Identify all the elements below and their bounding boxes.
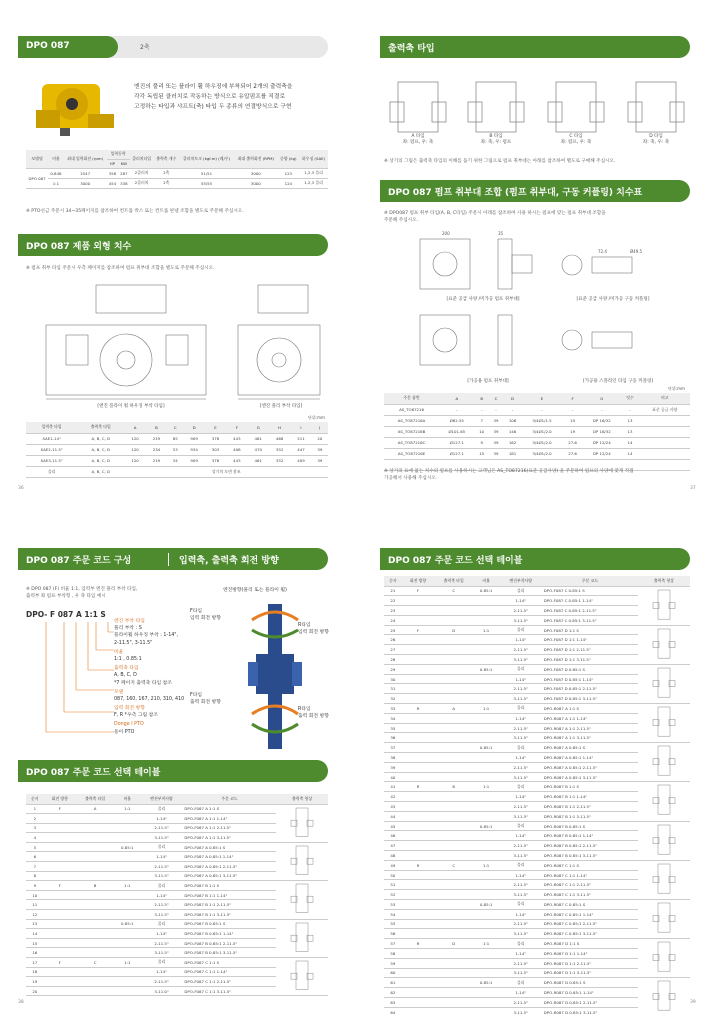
caption-a: [표준 공급 사양 /미가공 펌프 취부대] <box>446 297 520 302</box>
page-number: 38 <box>18 1000 24 1005</box>
table-row: 45 0.85:1 풀리 DPO-R087 B 0.85:1 S <box>384 821 690 831</box>
table-row: 18 1-14" DPO-F087 C 1:1 1-14" <box>26 967 328 977</box>
table-row: 32 3-11.5" DPO-F087 D 0.85:1 3-11.5" <box>384 694 690 704</box>
unit-label: 단위:mm <box>668 386 685 391</box>
table-row: 8 3-11.5" DPO-F087 A 0.85:1 3-11.5" <box>26 871 328 881</box>
table-row: 13 0.85:1 풀리 DPO-F087 B 0.85:1 S <box>26 919 328 929</box>
caption-b: [표준 공급 사양 /미가공 구동 커플링] <box>576 297 650 302</box>
title-right: 입력축, 출력축 회전 방향 <box>168 553 279 566</box>
table-row: 61 0.85:1 풀리 DPO-R087 D 0.85:1 S <box>384 978 690 988</box>
f-output-label: F타입 출력 회전 방향 <box>190 693 221 706</box>
shape-thumb <box>276 804 328 842</box>
table-row: 37 0.85:1 풀리 DPO-R087 A 0.85:1 S <box>384 743 690 753</box>
dimension-drawing <box>26 275 326 405</box>
page-36 <box>18 20 348 500</box>
intro-line: 엔진의 풀리 또는 플라이 휠 하우징에 부착되어 2개의 출력축을 <box>134 84 293 90</box>
table-row: 57 R D 1:1 풀리 DPO-R087 D 1:1 S <box>384 939 690 949</box>
table-row: 11 2-11.5" DPO-F087 B 1:1 2-11.5" <box>26 900 328 910</box>
table-row: 31 2-11.5" DPO-F087 D 0.85:1 2-11.5" <box>384 684 690 694</box>
engine-direction: 엔진방향(풀리 또는 플라이 휠) <box>223 588 287 593</box>
table-row: 6 1-14" DPO-F087 A 0.85:1 1-14" <box>26 852 328 862</box>
model-badge: DPO 087 <box>18 36 118 58</box>
table-row: 42 1-14" DPO-R087 B 1:1 1-14" <box>384 792 690 802</box>
page-38 <box>18 530 348 1015</box>
intro-line: 각각 독립된 클러치로 작동하는 방식으로 유압펌프를 직결로 <box>134 94 286 101</box>
caption-c: [가공용 펌프 취부대] <box>467 379 509 384</box>
combo-table: 주문 품번 A B C D E F G 잇수 비고 AS_TO87216 - - - - - - - - 표준 공급 사양 AS_TO87216A Ø82.55 7 39 106 3/4Ø1/1.5 19 DP 16/32 13 AS_TO87216B Ø101.65 10 39 146 3/4Ø1/2.0 19 DP 16/32 13 AS_TO87216C Ø127.1 9 39 162 3/4Ø1/2.0 27.6 DP 12/24 14 AS_TO87216E Ø127.1 15 39 181 3/4Ø1/2.0 27.6 DP 12/24 14 <box>384 393 690 471</box>
shape-thumb <box>638 978 690 1015</box>
table-row: 25 F D 1:1 풀리 DPO-F087 D 1:1 S <box>384 625 690 635</box>
shape-thumb <box>276 842 328 880</box>
dim-label: 72.4 <box>598 249 607 254</box>
shape-thumb <box>638 704 690 743</box>
table-row: 62 1-14" DPO-R087 D 0.85:1 1-14" <box>384 988 690 998</box>
dim-label: Ø49.5 <box>630 249 643 254</box>
table-row: 30 1-14" DPO-F087 D 0.85:1 1-14" <box>384 674 690 684</box>
code-table-title: DPO 087 주문 코드 선택 테이블 <box>18 760 328 782</box>
table-row: 59 2-11.5" DPO-R087 D 1:1 2-11.5" <box>384 958 690 968</box>
table-row: 56 3-11.5" DPO-R087 C 0.85:1 3-11.5" <box>384 929 690 939</box>
type-b-label: B 타입 좌: 축, 우: 펌프 <box>480 134 512 145</box>
table-row: 23 2-11.5" DPO-F087 C 0.85:1 2-11.5" <box>384 606 690 616</box>
table-row: 36 3-11.5" DPO-R087 A 1:1 3-11.5" <box>384 733 690 743</box>
table-row: 55 2-11.5" DPO-R087 C 0.85:1 2-11.5" <box>384 919 690 929</box>
shape-thumb <box>638 900 690 939</box>
page-39 <box>380 530 710 1015</box>
unit-label: 단위:mm <box>308 415 325 420</box>
table-row: 48 3-11.5" DPO-R087 B 0.85:1 3-11.5" <box>384 851 690 861</box>
shape-thumb <box>276 919 328 957</box>
table-row: 2 1-14" DPO-F087 A 1:1 1-14" <box>26 814 328 824</box>
table-row: 21 F C 0.85:1 풀리 DPO-F087 C 0.85:1 S <box>384 586 690 596</box>
intro-line: 고정하는 타입과 샤프트(축) 타입 두 종류의 연결방식으로 구현 <box>134 104 292 111</box>
table-row: 51 2-11.5" DPO-R087 C 1:1 2-11.5" <box>384 880 690 890</box>
table-row: 16 3-11.5" DPO-F087 B 0.85:1 3-11.5" <box>26 948 328 958</box>
r-output-label: R타입 출력 회전 방향 <box>298 707 329 720</box>
table-row: 15 2-11.5" DPO-F087 B 0.85:1 2-11.5" <box>26 938 328 948</box>
shape-thumb <box>276 958 328 996</box>
code-note: ※ DPO 087 (F) 비율 1:1, 입력부 엔진 풀리 부착 타입, 출력부 좌 펌프 부착형 , 우 축 타입 예시 <box>26 587 138 600</box>
table-row: 24 3-11.5" DPO-F087 C 0.85:1 3-11.5" <box>384 615 690 625</box>
shape-thumb <box>638 625 690 664</box>
shape-thumb <box>638 782 690 821</box>
table-row: 58 1-14" DPO-R087 D 1:1 1-14" <box>384 948 690 958</box>
output-note: ※ 상기의 그림은 출력축 타입의 이해를 돕기 위한 그림으로 펌프 취부대는 아래를 참조하여 별도로 구매해 주십시오. <box>384 159 616 164</box>
dimension-table: 입력축 타입 출력축 타입 A B C D E F G H I J SAE1-14" A, B, C, D 120 219 85 909 378 443 461 468 511 20 SAE2-11.5" A, B, C, D 120 234 53 934 303 408 470 352 447 39 SAE3-11.5" A, B, C, D 120 219 34 909 378 443 461 352 409 39 플리 A, B, C, D 상기의 도면 참조 <box>26 422 328 478</box>
caption-flywheel: [엔진 플라이 휠 하우징 부착 타입] <box>97 404 165 409</box>
table-row: 3 2-11.5" DPO-F087 A 1:1 2-11.5" <box>26 823 328 833</box>
page-number: 39 <box>690 1000 696 1005</box>
table-row: 27 2-11.5" DPO-F087 D 1:1 2-11.5" <box>384 645 690 655</box>
product-photo <box>32 70 122 140</box>
table-row: 1 F A 1:1 풀리 DPO-F087 A 1:1 S <box>26 804 328 814</box>
table-row: 60 3-11.5" DPO-R087 D 1:1 3-11.5" <box>384 968 690 978</box>
code-table-21-64: 순서 회전 방향 출력축 타입 비율 엔진부착사양 주문 코드 출력축 형상 21 F C 0.85:1 풀리 DPO-F087 C 0.85:1 S 22 1-14" DPO-F087 C 0.85:1 1-14" 23 2-11.5" DPO-F087 C 0.85:1 2-11.5" 24 3-11.5" DPO-F087 C 0.85:1 3-11.5" 25 F D 1:1 풀리 DPO-F087 D 1:1 S 26 1-14" DPO-F087 D 1:1 1-14" 27 2-11.5" DPO-F087 D 1:1 2-11.5" 28 3-11.5" DPO-F087 D 1:1 3-11.5" 29 0.85:1 풀리 DPO-F087 D 0.85:1 S 30 1-14" DPO-F087 D 0.85:1 1-14" 31 2-11.5" DPO-F087 D 0.85:1 2-11.5" 32 3-11.5" DPO-F087 D 0.85:1 3-11.5" 33 R A 1:1 풀리 DPO-R087 A 1:1 S 34 1-14" DPO-R087 A 1:1 1-14" 35 2-11.5" DPO-R087 A 1:1 2-11.5" 36 3-11.5" DPO-R087 A 1:1 3-11.5" 37 0.85:1 풀리 DPO-R087 A 0.85:1 S 38 1-14" DPO-R087 A 0.85:1 1-14" 39 2-11.5" DPO-R087 A 0.85:1 2-11.5" 40 3-11.5" DPO-R087 A 0.85:1 3-11.5" 41 R B 1:1 풀리 DPO-R087 B 1:1 S 42 1-14" DPO-R087 B 1:1 1-14" 43 2-11.5" DPO-R087 B 1:1 2-11.5" 44 3-11.5" DPO-R087 B 1:1 3-11.5" 45 0.85:1 풀리 DPO-R087 B 0.85:1 S 46 1-14" DPO-R087 B 0.85:1 1-14" 47 2-11.5" DPO-R087 B 0.85:1 2-11.5" 48 3-11.5" DPO-R087 B 0.85:1 3-11.5" 49 R C 1:1 풀리 DPO-R087 C 1:1 S 50 1-14" DPO-R087 C 1:1 1-14" 51 2-11.5" DPO-R087 C 1:1 2-11.5" 52 3-11.5" DPO-R087 C 1:1 3-11.5" 53 0.85:1 풀리 DPO-R087 C 0.85:1 S 54 1-14" DPO-R087 C 0.85:1 1-14" 55 2-11.5" DPO-R087 C 0.85:1 2-11.5" 56 3-11.5" DPO-R087 C 0.85:1 3-11.5" 57 R D 1:1 풀리 DPO-R087 D 1:1 S 58 1-14" DPO-R087 D 1:1 1-14" 59 2-11.5" DPO-R087 D 1:1 2-11.5" 60 3-11.5" DPO-R087 D 1:1 3-11.5" 61 0.85:1 풀리 DPO-R087 D 0.85:1 S 62 1-14" DPO-R087 D 0.85:1 1-14" 63 2-11.5" DPO-R087 D 0.85:1 2-11.5" 64 3-11.5" DPO-R087 D 0.85:1 3-11.5" <box>384 576 690 1015</box>
table-row: 10 1-14" DPO-F087 B 1:1 1-14" <box>26 890 328 900</box>
table-row: 22 1-14" DPO-F087 C 0.85:1 1-14" <box>384 596 690 606</box>
table-row: 64 3-11.5" DPO-R087 D 0.85:1 3-11.5" <box>384 1007 690 1015</box>
dimension-title: DPO 087 제품 외형 치수 <box>18 234 328 256</box>
page-37 <box>380 20 710 500</box>
table-row: 38 1-14" DPO-R087 A 0.85:1 1-14" <box>384 753 690 763</box>
type-d-label: D 타입 좌: 축, 우: 축 <box>642 134 670 145</box>
table-row: 39 2-11.5" DPO-R087 A 0.85:1 2-11.5" <box>384 762 690 772</box>
table-row: 54 1-14" DPO-R087 C 0.85:1 1-14" <box>384 909 690 919</box>
shape-thumb <box>638 743 690 782</box>
model-sub: 2축 <box>140 44 150 51</box>
r-input-label: R타입 입력 회전 방향 <box>298 623 329 636</box>
table-row: 46 1-14" DPO-R087 B 0.85:1 1-14" <box>384 831 690 841</box>
table-row: 9 F B 1:1 풀리 DPO-F087 B 1:1 S <box>26 881 328 891</box>
type-a-label: A 타입 좌: 펌프, 우: 축 <box>402 134 434 145</box>
dim-label: 35 <box>498 231 504 236</box>
table-row: 49 R C 1:1 풀리 DPO-R087 C 1:1 S <box>384 860 690 870</box>
table-row: 26 1-14" DPO-F087 D 1:1 1-14" <box>384 635 690 645</box>
table-row: 7 2-11.5" DPO-F087 A 0.85:1 2-11.5" <box>26 862 328 872</box>
table-row: 17 F C 1:1 풀리 DPO-F087 C 1:1 S <box>26 958 328 968</box>
table-row: 50 1-14" DPO-R087 C 1:1 1-14" <box>384 870 690 880</box>
shape-thumb <box>638 860 690 899</box>
table-row: 28 3-11.5" DPO-F087 D 1:1 3-11.5" <box>384 655 690 665</box>
table-row: 4 3-11.5" DPO-F087 A 1:1 3-11.5" <box>26 833 328 843</box>
shape-thumb <box>638 586 690 625</box>
spec-note: ※ PTO선금 주문시 34~35페이지를 참조하여 컨트롤 박스 또는 컨트롤 판넬 조합을 별도로 주문해 주십시오. <box>26 209 244 214</box>
shape-thumb <box>638 939 690 978</box>
code-table-title: DPO 087 주문 코드 선택 테이블 <box>380 548 690 570</box>
table-row: 29 0.85:1 풀리 DPO-F087 D 0.85:1 S <box>384 664 690 674</box>
table-row: 33 R A 1:1 풀리 DPO-R087 A 1:1 S <box>384 704 690 714</box>
dim-label: 200 <box>442 231 450 236</box>
table-row: 40 3-11.5" DPO-R087 A 0.85:1 3-11.5" <box>384 772 690 782</box>
table-row: 19 2-11.5" DPO-F087 C 1:1 2-11.5" <box>26 977 328 987</box>
table-row: 12 3-11.5" DPO-F087 B 1:1 3-11.5" <box>26 910 328 920</box>
table-row: 35 2-11.5" DPO-R087 A 1:1 2-11.5" <box>384 723 690 733</box>
table-row: 34 1-14" DPO-R087 A 1:1 1-14" <box>384 713 690 723</box>
table-row: 52 3-11.5" DPO-R087 C 1:1 3-11.5" <box>384 890 690 900</box>
type-c-label: C 타입 좌: 펌프, 우: 축 <box>560 134 592 145</box>
code-table-1-20: 순서 회전 방향 출력축 타입 비율 엔진부착사양 주문 코드 출력축 형상 1 F A 1:1 풀리 DPO-F087 A 1:1 S 2 1-14" DPO-F087 A 1:1 1-14" 3 2-11.5" DPO-F087 A 1:1 2-11.5" 4 3-11.5" DPO-F087 A 1:1 3-11.5" 5 0.85:1 풀리 DPO-F087 A 0.85:1 S 6 1-14" DPO-F087 A 0.85:1 1-14" 7 2-11.5" DPO-F087 A 0.85:1 2-11.5" 8 3-11.5" DPO-F087 A 0.85:1 3-11.5" 9 F B 1:1 풀리 DPO-F087 B 1:1 S 10 1-14" DPO-F087 B 1:1 1-14" 11 2-11.5" DPO-F087 B 1:1 2-11.5" 12 3-11.5" DPO-F087 B 1:1 3-11.5" 13 0.85:1 풀리 DPO-F087 B 0.85:1 S 14 1-14" DPO-F087 B 0.85:1 1-14" 15 2-11.5" DPO-F087 B 0.85:1 2-11.5" 16 3-11.5" DPO-F087 B 0.85:1 3-11.5" 17 F C 1:1 풀리 DPO-F087 C 1:1 S 18 1-14" DPO-F087 C 1:1 1-14" 19 2-11.5" DPO-F087 C 1:1 2-11.5" 20 3-11.0" DPO-F087 C 1:1 3-11.5" <box>26 794 328 996</box>
table-row: 43 2-11.5" DPO-R087 B 1:1 2-11.5" <box>384 802 690 812</box>
page-number: 36 <box>18 486 24 491</box>
combo-note: ※ DPO087 펌프 취부 타입(A, B, C타입) 주문시 아래를 참조하여 사용 하시는 펌프에 맞는 펌프 취부대 조합을 주문해 주십시오. <box>384 211 606 224</box>
code-example: DPO- F 087 A 1:1 S <box>26 610 106 619</box>
caption-pulley: [엔진 풀리 부착 타입] <box>259 404 303 409</box>
table-row: 44 3-11.5" DPO-R087 B 1:1 3-11.5" <box>384 811 690 821</box>
shape-thumb <box>276 881 328 919</box>
code-brackets <box>38 620 118 750</box>
spec-table: 모델명 비율 최대 입력회전 (rpm) 입력동력 클러치타입 출력축 개수 클러치토크 (kgf.m) (레/우) 최대 출력회전 (RPM) 중량 (kg) 하우징 (SAE) HP KW DPO 087 0.848 2547 358 287 2클러치 2축 51/51 3000 123 1,2,3 플리 1:1 3000 454 338 2클러치 2축 55/55 3000 124 1,2,3 플리 <box>26 150 328 189</box>
f-input-label: F타입 입력 회전 방향 <box>190 609 221 622</box>
title-left: DPO 087 주문 코드 구성 <box>26 556 132 566</box>
table-row: 5 0.85:1 풀리 DPO-F087 A 0.85:1 S <box>26 842 328 852</box>
table-row: 14 1-14" DPO-F087 B 0.85:1 1-14" <box>26 929 328 939</box>
shape-thumb <box>638 664 690 703</box>
table-row: 53 0.85:1 풀리 DPO-R087 C 0.85:1 S <box>384 900 690 910</box>
table-row: 41 R B 1:1 풀리 DPO-R087 B 1:1 S <box>384 782 690 792</box>
shape-thumb <box>638 821 690 860</box>
table-row: 63 2-11.5" DPO-R087 D 0.85:1 2-11.5" <box>384 997 690 1007</box>
page-number: 37 <box>690 486 696 491</box>
code-spec-list: 엔진 부착 타입 풀리 부착 : S 플라이휠 하우징 부착 : 1-14", 2-11.5", 3-11.5" 비율 1:1 , 0.85:1 출력축 타입 A, B, C, D *7 페이지 출력축 타입 참조 모델 087, 160, 167, 210, 310, 410 입력 회전 방향 F, R *우측 그림 참조 Donge I PTO 동이 PTO <box>114 619 185 735</box>
table-row: 20 3-11.0" DPO-F087 C 1:1 3-11.5" <box>26 986 328 996</box>
combo-footnote: ※ 상기의 표에 없는 치수의 펌프를 사용하시는 고객님은 AS_TO87216(표준 공급사양) 을 주문하여 펌프의 사양에 맞게 직접 가공해서 사용해 주십시오. <box>384 469 634 482</box>
rotation-diagram <box>238 594 318 754</box>
order-code-title <box>18 548 328 570</box>
dimension-note: ※ 펌프 취부 타입 주문시 우측 페이지를 참조하여 펌프 취부대 조합을 별도로 주문해 주십시오. <box>26 266 215 271</box>
combo-title: DPO 087 펌프 취부대 조합 (펌프 취부대, 구동 커플링) 치수표 <box>380 180 690 202</box>
table-row: 47 2-11.5" DPO-R087 B 0.85:1 2-11.5" <box>384 841 690 851</box>
output-title: 출력축 타입 <box>380 36 690 58</box>
caption-d: [가공용 스플라인 타입 구동 커플링] <box>582 379 654 384</box>
